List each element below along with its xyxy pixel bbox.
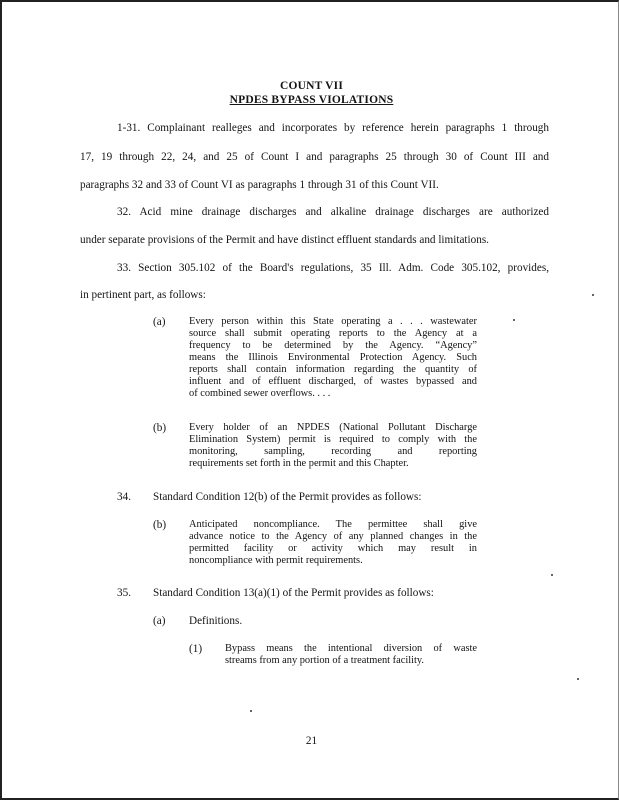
quote-b-line-2: Elimination System) permit is required to comply with the <box>189 434 477 445</box>
para-34-quote-marker: (b) <box>153 519 167 531</box>
quote-a-line-5: reports shall contain information regarding the quantity of <box>189 364 477 375</box>
para-34-quote-line-2: advance notice to the Agency of any planned changes in the <box>189 531 477 542</box>
para-32-line-1: 32. Acid mine drainage discharges and alkaline drainage discharges are authorized <box>117 206 549 218</box>
scan-speck <box>592 294 594 296</box>
quote-a-line-7: of combined sewer overflows. . . . <box>189 388 331 399</box>
para-35-sub-a-text: Definitions. <box>189 615 243 627</box>
count-heading: COUNT VII <box>279 80 344 92</box>
quote-a-line-1: Every person within this State operating a . . . wastewater <box>189 316 477 327</box>
section-title: NPDES BYPASS VIOLATIONS <box>229 94 394 106</box>
para-34-quote-line-1: Anticipated noncompliance. The permittee shall give <box>189 519 477 530</box>
para-1-31-line-1: 1-31. Complainant realleges and incorporates by reference herein paragraphs 1 through <box>117 122 549 134</box>
quote-a-line-6: influent and of effluent discharged, of wastes bypassed and <box>189 376 477 387</box>
page-number: 21 <box>305 735 318 747</box>
para-34-text: Standard Condition 12(b) of the Permit provides as follows: <box>153 491 422 503</box>
para-1-31-line-3: paragraphs 32 and 33 of Count VI as paragraphs 1 through 31 of this Count VII. <box>80 179 439 191</box>
para-33-line-1: 33. Section 305.102 of the Board's regulations, 35 Ill. Adm. Code 305.102, provides, <box>117 262 549 274</box>
quote-b-marker: (b) <box>153 422 167 434</box>
scan-speck <box>513 319 515 321</box>
scan-speck <box>577 678 579 680</box>
quote-b-line-3: monitoring, sampling, recording and reporting <box>189 446 477 457</box>
para-35-sub-1-line-1: Bypass means the intentional diversion of waste <box>225 643 477 654</box>
para-1-31-line-2: 17, 19 through 22, 24, and 25 of Count I and paragraphs 25 through 30 of Count III and <box>80 151 549 163</box>
para-34-quote-line-3: permitted facility or activity which may result in <box>189 543 477 554</box>
quote-a-line-4: means the Illinois Environmental Protection Agency. Such <box>189 352 477 363</box>
para-33-line-2: in pertinent part, as follows: <box>80 289 206 301</box>
para-35-sub-1-line-2: streams from any portion of a treatment facility. <box>225 655 424 666</box>
quote-a-line-2: source shall submit operating reports to the Agency at a <box>189 328 477 339</box>
quote-a-marker: (a) <box>153 316 166 328</box>
quote-b-line-1: Every holder of an NPDES (National Pollutant Discharge <box>189 422 477 433</box>
quote-a-line-3: frequency to be determined by the Agency. “Agency” <box>189 340 477 351</box>
para-34-quote-line-4: noncompliance with permit requirements. <box>189 555 363 566</box>
para-35-sub-a-marker: (a) <box>153 615 166 627</box>
para-35-text: Standard Condition 13(a)(1) of the Permit provides as follows: <box>153 587 434 599</box>
para-34-number: 34. <box>117 491 131 503</box>
para-35-sub-1-marker: (1) <box>189 643 203 655</box>
para-32-line-2: under separate provisions of the Permit and have distinct effluent standards and limitations. <box>80 234 489 246</box>
scan-speck <box>551 574 553 576</box>
para-35-number: 35. <box>117 587 131 599</box>
quote-b-line-4: requirements set forth in the permit and this Chapter. <box>189 458 409 469</box>
scan-speck <box>250 710 252 712</box>
